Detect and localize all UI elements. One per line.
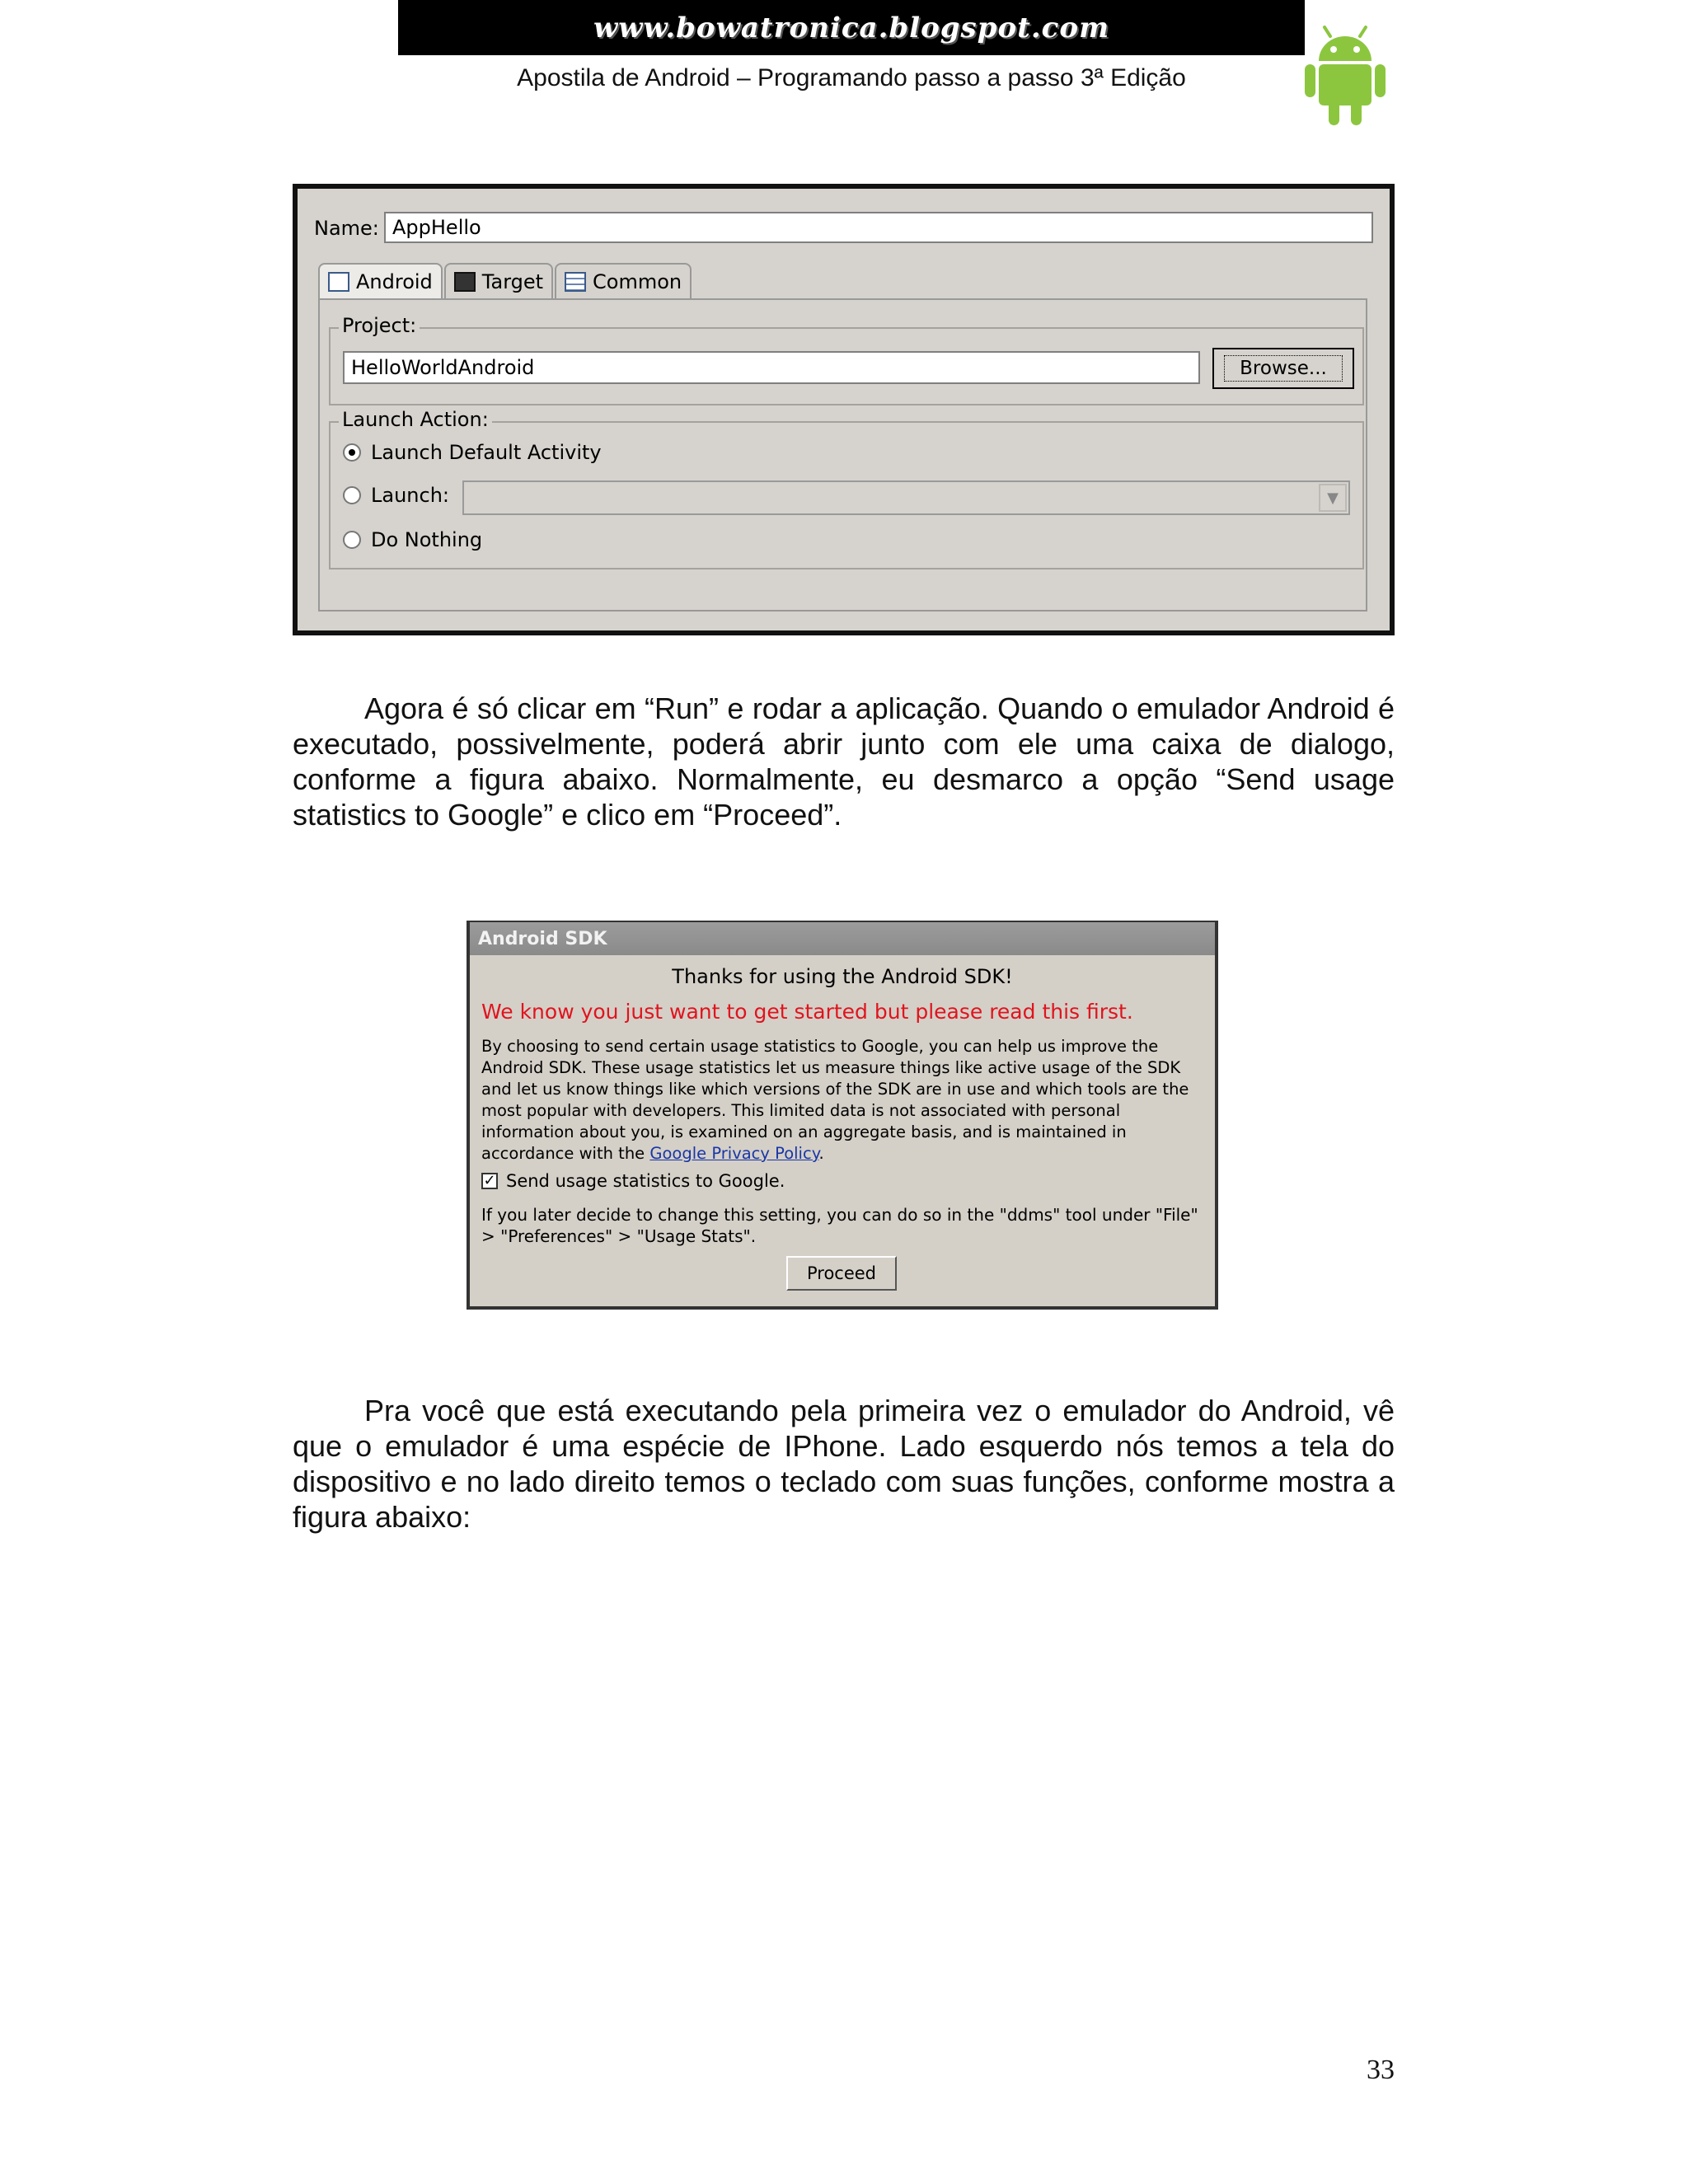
radio-selected-icon [343,443,361,462]
usage-stats-checkbox-row[interactable] [481,1171,785,1191]
tab-common-label: Common [593,270,682,293]
chevron-down-icon: ▼ [1319,484,1347,512]
android-logo-icon [1302,25,1388,125]
launch-action-label: Launch Action: [339,408,492,431]
dialog-body-period: . [818,1144,824,1163]
option-label: Launch: [371,484,449,507]
paragraph-run-app: Agora é só clicar em “Run” e rodar a aplicação. Quando o emulador Android é executado, possivelmente, poderá abrir junto com ele uma caixa de dialogo, conforme a figura abaixo. Normalmente, eu desmarco a opção “Send usage statistics to Google” e clico em “Proceed”. [293,691,1395,832]
banner-url: www.bowatronica.blogspot.com [593,11,1110,45]
project-label: Project: [339,314,420,337]
name-label: Name: [314,217,379,240]
tab-android[interactable] [318,263,443,299]
dialog-note: If you later decide to change this setting, you can do so in the "ddms" tool under "File" > "Preferences" > "Usage Stats". [481,1205,1198,1246]
target-tab-icon [454,272,476,292]
dialog-body-text: By choosing to send certain usage statistics to Google, you can help us improve the Android SDK. These usage statistics let us measure things like active usage of the SDK and let us know things like which versions of the SDK are in use and which tools are the most popular with developers. This limited data is not associated with personal information about you, is examined on an aggregate basis, and is maintained in accordance with the [481,1037,1189,1163]
android-sdk-dialog-screenshot [467,921,1218,1310]
page-number: 33 [1367,2055,1395,2085]
project-input[interactable]: HelloWorldAndroid [343,351,1200,384]
radio-unselected-icon [343,486,361,504]
option-label: Launch Default Activity [371,441,602,464]
usage-stats-checkbox-label: Send usage statistics to Google. [506,1171,785,1191]
paragraph-emulator: Pra você que está executando pela primeira vez o emulador do Android, vê que o emulador é uma espécie de IPhone. Lado esquerdo nós temos a tela do dispositivo e no lado direito temos o teclado com suas funções, conforme mostra a figura abaixo: [293,1394,1395,1534]
tab-android-label: Android [356,270,433,293]
browse-button-label: Browse... [1224,355,1343,382]
common-tab-icon [565,272,586,292]
dialog-title: Android SDK [470,922,1215,955]
run-configuration-screenshot [293,184,1395,635]
option-do-nothing[interactable] [343,528,482,551]
android-tab-icon [328,272,349,292]
dialog-body [481,1036,1207,1165]
privacy-policy-link[interactable]: Google Privacy Policy [649,1144,819,1163]
launch-activity-select[interactable] [462,480,1350,515]
proceed-button[interactable]: Proceed [786,1256,897,1291]
tab-target[interactable] [444,263,553,299]
dialog-thanks: Thanks for using the Android SDK! [672,965,1013,988]
name-input[interactable]: AppHello [384,212,1373,243]
tab-bar [318,263,693,299]
option-launch[interactable] [343,484,449,507]
browse-button[interactable] [1212,348,1354,389]
dialog-warning: We know you just want to get started but please read this first. [481,1000,1133,1024]
header-banner [398,0,1305,55]
option-launch-default-activity[interactable] [343,441,602,464]
usage-stats-checkbox[interactable]: ✓ [481,1173,498,1189]
radio-unselected-icon [343,531,361,549]
option-label: Do Nothing [371,528,483,551]
tab-target-label: Target [481,270,544,293]
tab-common[interactable] [555,263,692,299]
header-subtitle: Apostila de Android – Programando passo a passo 3ª Edição [517,64,1186,91]
